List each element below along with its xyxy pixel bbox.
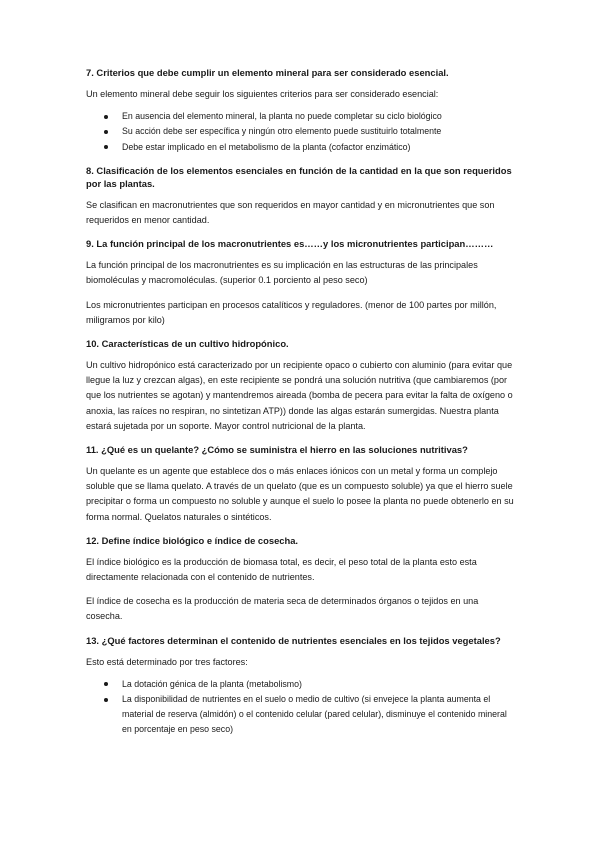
section-8 bbox=[86, 164, 516, 228]
list-item: La disponibilidad de nutrientes en el suelo o medio de cultivo (si envejece la planta aumenta el material de reserva (almidón) o el contenido celular (pared celular), disminuye el contenido mineral en porcentaje en peso seco) bbox=[86, 692, 516, 738]
question-13-title: 13. ¿Qué factores determinan el contenido de nutrientes esenciales en los tejidos vegetales? bbox=[86, 634, 501, 646]
question-7-title: 7. Criterios que debe cumplir un elemento mineral para ser considerado esencial. bbox=[86, 67, 449, 78]
list-item: Debe estar implicado en el metabolismo de la planta (cofactor enzimático) bbox=[86, 140, 516, 155]
list-item: En ausencia del elemento mineral, la planta no puede completar su ciclo biológico bbox=[86, 109, 516, 124]
question-8-title: 8. Clasificación de los elementos esenciales en función de la cantidad en la que son requeridos por las plantas. bbox=[86, 164, 512, 189]
section-11 bbox=[86, 443, 516, 525]
question-13-factors-list bbox=[86, 677, 516, 738]
section-12 bbox=[86, 534, 516, 625]
section-10 bbox=[86, 337, 516, 434]
section-13 bbox=[86, 634, 516, 738]
question-12-title: 12. Define índice biológico e índice de cosecha. bbox=[86, 534, 299, 546]
question-13-intro: Esto está determinado por tres factores: bbox=[86, 656, 248, 667]
section-7 bbox=[86, 66, 516, 155]
question-12-answer-harvest-index: El índice de cosecha es la producción de materia seca de determinados órganos o tejidos en una cosecha. bbox=[86, 596, 479, 622]
question-9-answer-micronutrients: Los micronutrientes participan en procesos catalíticos y reguladores. (menor de 100 partes por millón, miligramos por kilo) bbox=[86, 299, 497, 325]
list-item: Su acción debe ser específica y ningún otro elemento puede sustituirlo totalmente bbox=[86, 124, 516, 139]
list-item: La dotación génica de la planta (metabolismo) bbox=[86, 677, 516, 692]
section-9 bbox=[86, 237, 516, 328]
question-9-title: 9. La función principal de los macronutrientes es……y los micronutrientes participan……… bbox=[86, 238, 494, 250]
question-12-answer-biological-index: El índice biológico es la producción de biomasa total, es decir, el peso total de la planta esto esta directamente relacionada con el contenido de nutrientes. bbox=[86, 556, 477, 583]
question-11-answer: Un quelante es un agente que establece dos o más enlaces iónicos con un metal y forma un complejo soluble que se llama quelato. A través de un quelato (que es un compuesto soluble) ya que el hierro suele precipitar o forma un compuesto no soluble y aunque el suelo lo posee la planta no puede obtenerlo en su forma normal. Quelatos naturales o sintéticos. bbox=[86, 466, 514, 522]
question-9-answer-macronutrients: La función principal de los macronutrientes es su implicación en las estructuras de las principales biomoléculas y macromoléculas. (superior 0.1 porciento al peso seco) bbox=[86, 260, 478, 286]
question-10-answer: Un cultivo hidropónico está caracterizado por un recipiente opaco o cubierto con aluminio (para evitar que llegue la luz y crezcan algas), en este recipiente se pondrá una solución nutritiva (que cambiaremos (por que los nutrientes se agotan) y mantendremos aireada (bomba de pecera para evitar la falta de oxígeno o anoxia, las raíces no respiran, no sintetizan ATP)) donde las algas estarán sumergidas. Nuestra planta estará sujetada por un soporte. Mayor control nutricional de la planta. bbox=[86, 360, 513, 431]
question-8-answer: Se clasifican en macronutrientes que son requeridos en mayor cantidad y en micronutrientes que son requeridos en menor cantidad. bbox=[86, 199, 495, 226]
question-11-title: 11. ¿Qué es un quelante? ¿Cómo se suministra el hierro en las soluciones nutritivas? bbox=[86, 444, 468, 456]
question-10-title: 10. Características de un cultivo hidropónico. bbox=[86, 338, 289, 350]
question-7-criteria-list bbox=[86, 109, 516, 155]
question-7-intro: Un elemento mineral debe seguir los siguientes criterios para ser considerado esencial: bbox=[86, 89, 439, 99]
document-page bbox=[86, 66, 516, 747]
